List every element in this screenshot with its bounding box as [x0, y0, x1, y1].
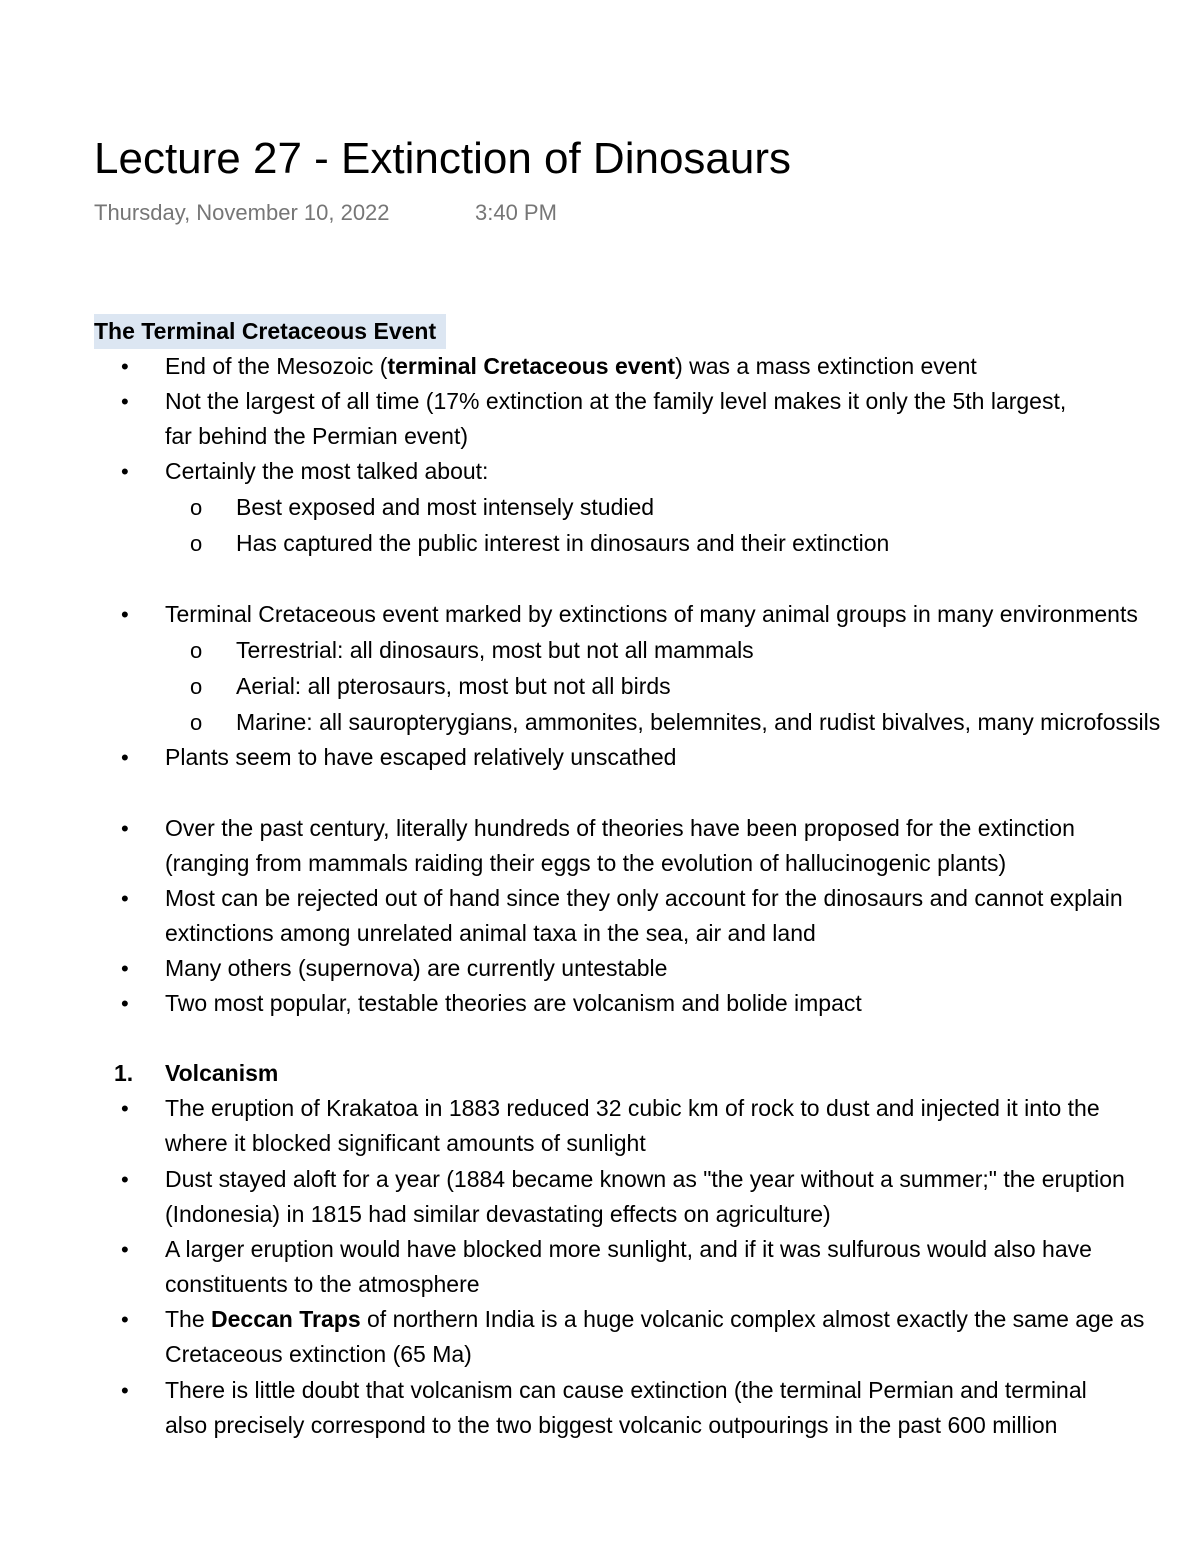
list-item-continuation: where it blocked significant amounts of sunlight	[165, 1130, 646, 1156]
bullet-glyph: •	[121, 1307, 129, 1332]
sub-bullet-glyph: o	[190, 710, 203, 735]
bullet-glyph: •	[121, 389, 129, 414]
list-item: Dust stayed aloft for a year (1884 became known as "the year without a summer;" the eruption	[165, 1166, 1125, 1192]
list-item: Terminal Cretaceous event marked by extinctions of many animal groups in many environments	[165, 601, 1138, 627]
bullet-glyph: •	[121, 745, 129, 770]
sub-list-item: Aerial: all pterosaurs, most but not all birds	[236, 673, 671, 699]
page-time: 3:40 PM	[475, 200, 557, 225]
list-item-continuation: Cretaceous extinction (65 Ma)	[165, 1341, 472, 1367]
bullet-glyph: •	[121, 1096, 129, 1121]
list-item: Many others (supernova) are currently untestable	[165, 955, 668, 981]
section-number: 1.	[114, 1060, 134, 1086]
list-item: Two most popular, testable theories are volcanism and bolide impact	[165, 990, 862, 1016]
list-item-continuation: extinctions among unrelated animal taxa in the sea, air and land	[165, 920, 816, 946]
list-item-continuation: far behind the Permian event)	[165, 423, 469, 449]
bullet-glyph: •	[121, 991, 129, 1016]
list-item-continuation: constituents to the atmosphere	[165, 1271, 480, 1297]
page-title: Lecture 27 - Extinction of Dinosaurs	[94, 134, 792, 183]
sub-bullet-glyph: o	[190, 638, 203, 663]
list-item: The Deccan Traps of northern India is a huge volcanic complex almost exactly the same age as	[165, 1306, 1145, 1332]
list-item: Certainly the most talked about:	[165, 458, 489, 484]
list-item: Over the past century, literally hundreds of theories have been proposed for the extinction	[165, 815, 1075, 841]
bullet-glyph: •	[121, 956, 129, 981]
list-item: End of the Mesozoic (terminal Cretaceous event) was a mass extinction event	[165, 353, 977, 379]
bullet-glyph: •	[121, 602, 129, 627]
bullet-glyph: •	[121, 886, 129, 911]
sub-bullet-glyph: o	[190, 495, 203, 520]
sub-bullet-glyph: o	[190, 531, 203, 556]
bullet-glyph: •	[121, 1378, 129, 1403]
list-item-continuation: also precisely correspond to the two biggest volcanic outpourings in the past 600 million	[165, 1412, 1058, 1438]
list-item: Not the largest of all time (17% extinction at the family level makes it only the 5th largest,	[165, 388, 1067, 414]
bullet-glyph: •	[121, 1237, 129, 1262]
sub-list-item: Has captured the public interest in dinosaurs and their extinction	[236, 530, 890, 556]
bullet-glyph: •	[121, 459, 129, 484]
list-item: The eruption of Krakatoa in 1883 reduced 32 cubic km of rock to dust and injected it into the	[165, 1095, 1100, 1121]
section-title: Volcanism	[165, 1060, 279, 1086]
list-item: Most can be rejected out of hand since they only account for the dinosaurs and cannot explain	[165, 885, 1123, 911]
sub-list-item: Terrestrial: all dinosaurs, most but not all mammals	[236, 637, 754, 663]
bullet-glyph: •	[121, 1167, 129, 1192]
section-heading: The Terminal Cretaceous Event	[94, 314, 446, 349]
sub-list-item: Marine: all sauropterygians, ammonites, belemnites, and rudist bivalves, many microfossils	[236, 709, 1161, 735]
sub-bullet-glyph: o	[190, 674, 203, 699]
bullet-glyph: •	[121, 354, 129, 379]
list-item-continuation: (Indonesia) in 1815 had similar devastating effects on agriculture)	[165, 1201, 831, 1227]
bullet-glyph: •	[121, 816, 129, 841]
list-item: A larger eruption would have blocked more sunlight, and if it was sulfurous would also have	[165, 1236, 1092, 1262]
list-item-continuation: (ranging from mammals raiding their eggs to the evolution of hallucinogenic plants)	[165, 850, 1007, 876]
list-item: There is little doubt that volcanism can cause extinction (the terminal Permian and terminal	[165, 1377, 1087, 1403]
list-item: Plants seem to have escaped relatively unscathed	[165, 744, 677, 770]
page-meta	[94, 198, 557, 228]
page-date: Thursday, November 10, 2022	[94, 200, 390, 225]
sub-list-item: Best exposed and most intensely studied	[236, 494, 655, 520]
